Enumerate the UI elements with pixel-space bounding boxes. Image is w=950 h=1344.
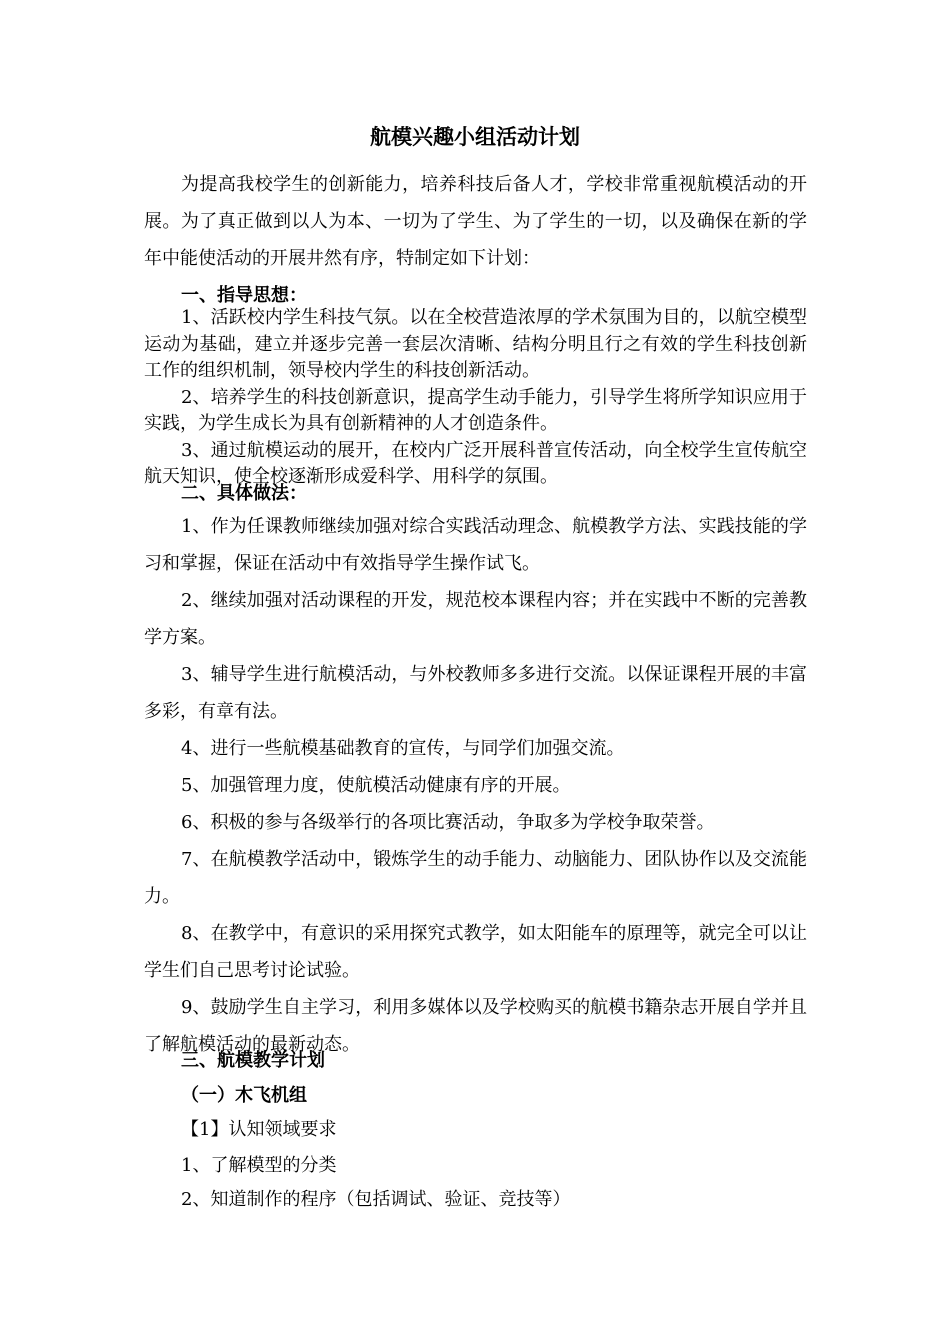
requirement-label: 【1】认知领域要求 (181, 1119, 337, 1140)
method-item-9: 9、鼓励学生自主学习，利用多媒体以及学校购买的航模书籍杂志开展自学并且了解航模活动的最新动态。 (144, 997, 807, 1055)
plan-item-2: 2、知道制作的程序（包括调试、验证、竞技等） (181, 1189, 571, 1210)
document-title: 航模兴趣小组活动计划 (370, 124, 580, 149)
subheading-wood-plane-group: （一）木飞机组 (181, 1085, 307, 1106)
intro-paragraph: 为提高我校学生的创新能力，培养科技后备人才，学校非常重视航模活动的开展。为了真正做到以人为本、一切为了学生、为了学生的一切，以及确保在新的学年中能使活动的开展井然有序，特制定如下计划： (144, 174, 807, 269)
method-item-6: 6、积极的参与各级举行的各项比赛活动，争取多为学校争取荣誉。 (181, 812, 715, 833)
method-item-8: 8、在教学中，有意识的采用探究式教学，如太阳能车的原理等，就完全可以让学生们自己思考讨论试验。 (144, 923, 807, 981)
method-item-2: 2、继续加强对活动课程的开发，规范校本课程内容；并在实践中不断的完善教学方案。 (144, 590, 807, 648)
method-item-5: 5、加强管理力度，使航模活动健康有序的开展。 (181, 775, 571, 796)
method-item-4: 4、进行一些航模基础教育的宣传，与同学们加强交流。 (181, 738, 625, 759)
plan-item-1: 1、了解模型的分类 (181, 1155, 337, 1176)
methods-list (144, 508, 807, 1063)
guiding-item-1: 1、活跃校内学生科技气氛。以在全校营造浓厚的学术氛围为目的，以航空模型运动为基础，建立并逐步完善一套层次清晰、结构分明且行之有效的学生科技创新工作的组织机制，领导校内学生的科技创新活动。 (144, 307, 807, 381)
guiding-item-3: 3、通过航模运动的展开，在校内广泛开展科普宣传活动，向全校学生宣传航空航天知识，使全校逐渐形成爱科学、用科学的氛围。 (144, 439, 807, 487)
section-heading-teaching-plan: 三、航模教学计划 (181, 1050, 325, 1071)
guiding-ideas-list (144, 305, 807, 491)
section-heading-guiding-ideas: 一、指导思想： (181, 285, 307, 306)
section-heading-methods: 二、具体做法： (181, 483, 307, 504)
method-item-1: 1、作为任课教师继续加强对综合实践活动理念、航模教学方法、实践技能的学习和掌握，保证在活动中有效指导学生操作试飞。 (144, 516, 807, 574)
guiding-item-2: 2、培养学生的科技创新意识，提高学生动手能力，引导学生将所学知识应用于实践，为学生成长为具有创新精神的人才创造条件。 (144, 386, 807, 434)
method-item-7: 7、在航模教学活动中，锻炼学生的动手能力、动脑能力、团队协作以及交流能力。 (144, 849, 807, 907)
method-item-3: 3、辅导学生进行航模活动，与外校教师多多进行交流。以保证课程开展的丰富多彩，有章有法。 (144, 664, 807, 722)
